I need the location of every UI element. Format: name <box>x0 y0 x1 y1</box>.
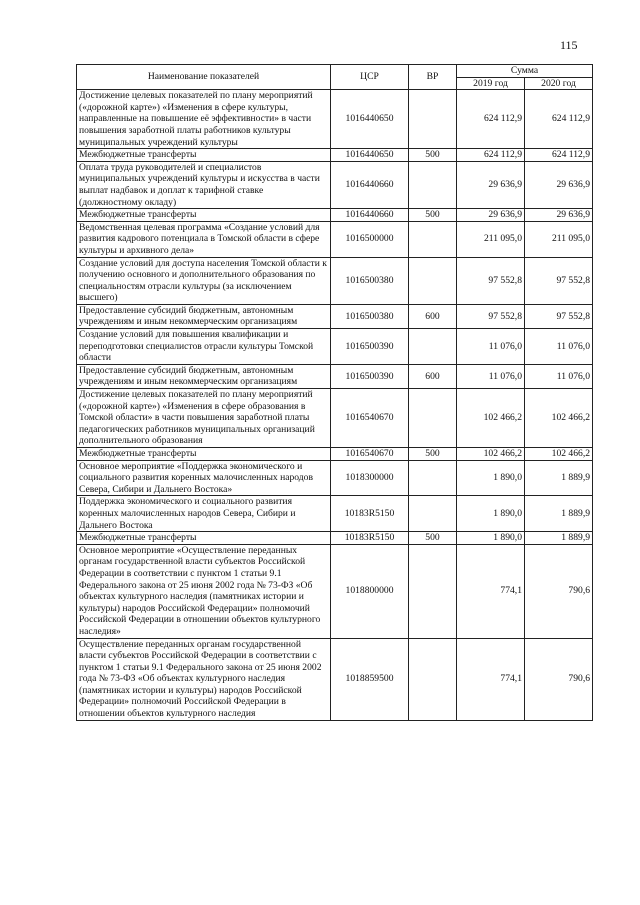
row-vr <box>409 460 457 496</box>
row-csr: 1016500380 <box>331 257 409 304</box>
row-2020: 29 636,9 <box>525 161 593 208</box>
row-name: Ведомственная целевая программа «Создание условий для развития кадрового потенциала в Томской области в сфере культуры и архивного дела» <box>77 221 331 257</box>
row-name: Предоставление субсидий бюджетным, автономным учреждениям и иным некоммерческим организациям <box>77 364 331 388</box>
table-row <box>77 209 593 222</box>
row-name: Предоставление субсидий бюджетным, автономным учреждениям и иным некоммерческим организациям <box>77 304 331 328</box>
budget-table <box>76 64 593 721</box>
row-csr: 1016500380 <box>331 304 409 328</box>
row-2019: 11 076,0 <box>457 329 525 365</box>
row-name: Основное мероприятие «Осуществление переданных органам государственной власти субъектов Российской Федерации в соответствии с пунктом 1 статьи 9.1 Федерального закона от 25 июня 2002 года № 73-ФЗ «Об объектах культурного наследия (памятниках истории и культуры) народов Российской Федерации» полномочий Российской Федерации в отношении объектов культурного наследия» <box>77 544 331 638</box>
row-csr: 10183R5150 <box>331 532 409 545</box>
row-2019: 774,1 <box>457 544 525 638</box>
row-vr: 500 <box>409 448 457 461</box>
row-name: Межбюджетные трансферты <box>77 149 331 162</box>
table-row <box>77 448 593 461</box>
row-vr <box>409 221 457 257</box>
row-name: Оплата труда руководителей и специалистов муниципальных учреждений культуры и искусства в части выплат надбавок и доплат к тарифной ставке (должностному окладу) <box>77 161 331 208</box>
row-vr <box>409 161 457 208</box>
header-name: Наименование показателей <box>77 65 331 90</box>
row-csr: 1016540670 <box>331 448 409 461</box>
table-row <box>77 389 593 448</box>
row-csr: 1016440660 <box>331 161 409 208</box>
row-csr: 1016500390 <box>331 364 409 388</box>
table-row <box>77 544 593 638</box>
row-csr: 1016500000 <box>331 221 409 257</box>
row-vr <box>409 544 457 638</box>
table-row <box>77 221 593 257</box>
row-name: Межбюджетные трансферты <box>77 209 331 222</box>
row-2019: 211 095,0 <box>457 221 525 257</box>
row-name: Поддержка экономического и социального развития коренных малочисленных народов Севера, Сибири и Дальнего Востока <box>77 496 331 532</box>
row-name: Создание условий для повышения квалификации и переподготовки специалистов отрасли культуры Томской области <box>77 329 331 365</box>
row-csr: 1018859500 <box>331 638 409 720</box>
row-2020: 624 112,9 <box>525 149 593 162</box>
row-2019: 102 466,2 <box>457 448 525 461</box>
row-2020: 29 636,9 <box>525 209 593 222</box>
row-2020: 102 466,2 <box>525 389 593 448</box>
header-2020: 2020 год <box>525 77 593 90</box>
header-csr: ЦСР <box>331 65 409 90</box>
row-csr: 1016440660 <box>331 209 409 222</box>
row-2019: 1 890,0 <box>457 496 525 532</box>
row-csr: 1018300000 <box>331 460 409 496</box>
row-csr: 1016440650 <box>331 90 409 149</box>
row-2019: 1 890,0 <box>457 532 525 545</box>
table-row <box>77 460 593 496</box>
row-2020: 790,6 <box>525 544 593 638</box>
table-row <box>77 257 593 304</box>
table-row <box>77 329 593 365</box>
row-2019: 11 076,0 <box>457 364 525 388</box>
row-vr <box>409 389 457 448</box>
row-2020: 97 552,8 <box>525 257 593 304</box>
row-name: Осуществление переданных органам государственной власти субъектов Российской Федерации в соответствии с пунктом 1 статьи 9.1 Федерального закона от 25 июня 2002 года № 73-ФЗ «Об объектах культурного наследия (памятниках истории и культуры) народов Российской Федерации» полномочий Российской Федерации в отношении объектов культурного наследия <box>77 638 331 720</box>
row-2019: 29 636,9 <box>457 161 525 208</box>
table-row <box>77 638 593 720</box>
row-name: Межбюджетные трансферты <box>77 532 331 545</box>
header-sum: Сумма <box>457 65 593 78</box>
table-body <box>77 90 593 720</box>
row-2020: 1 889,9 <box>525 496 593 532</box>
row-name: Межбюджетные трансферты <box>77 448 331 461</box>
table-row <box>77 496 593 532</box>
row-csr: 10183R5150 <box>331 496 409 532</box>
row-vr: 600 <box>409 304 457 328</box>
row-2020: 1 889,9 <box>525 532 593 545</box>
table-row <box>77 304 593 328</box>
header-row <box>77 65 593 78</box>
row-vr: 600 <box>409 364 457 388</box>
row-vr <box>409 329 457 365</box>
header-2019: 2019 год <box>457 77 525 90</box>
row-name: Достижение целевых показателей по плану мероприятий («дорожной карте») «Изменения в сфере образования в Томской области» в части повышения заработной платы педагогических работников муниципальных организаций дополнительного образования <box>77 389 331 448</box>
row-2019: 624 112,9 <box>457 149 525 162</box>
row-csr: 1016440650 <box>331 149 409 162</box>
row-csr: 1016540670 <box>331 389 409 448</box>
row-vr: 500 <box>409 149 457 162</box>
table-row <box>77 149 593 162</box>
row-2020: 790,6 <box>525 638 593 720</box>
row-2020: 211 095,0 <box>525 221 593 257</box>
row-2020: 11 076,0 <box>525 364 593 388</box>
row-2020: 1 889,9 <box>525 460 593 496</box>
row-2019: 624 112,9 <box>457 90 525 149</box>
row-vr <box>409 257 457 304</box>
header-vr: ВР <box>409 65 457 90</box>
table-row <box>77 90 593 149</box>
row-vr <box>409 90 457 149</box>
row-2020: 102 466,2 <box>525 448 593 461</box>
row-2019: 1 890,0 <box>457 460 525 496</box>
row-vr <box>409 496 457 532</box>
row-2019: 29 636,9 <box>457 209 525 222</box>
row-2020: 624 112,9 <box>525 90 593 149</box>
table-row <box>77 364 593 388</box>
row-vr: 500 <box>409 209 457 222</box>
row-name: Основное мероприятие «Поддержка экономического и социального развития коренных малочисленных народов Севера, Сибири и Дальнего Востока» <box>77 460 331 496</box>
row-vr <box>409 638 457 720</box>
row-2019: 102 466,2 <box>457 389 525 448</box>
row-2020: 97 552,8 <box>525 304 593 328</box>
row-vr: 500 <box>409 532 457 545</box>
row-2020: 11 076,0 <box>525 329 593 365</box>
row-2019: 97 552,8 <box>457 304 525 328</box>
page-number: 115 <box>560 38 578 52</box>
row-2019: 97 552,8 <box>457 257 525 304</box>
row-csr: 1016500390 <box>331 329 409 365</box>
table-row <box>77 532 593 545</box>
row-name: Создание условий для доступа населения Томской области к получению основного и дополнительного образования по специальностям отрасли культуры (за исключением высшего) <box>77 257 331 304</box>
row-csr: 1018800000 <box>331 544 409 638</box>
row-name: Достижение целевых показателей по плану мероприятий («дорожной карте») «Изменения в сфере культуры, направленные на повышение её эффективности» в части повышения заработной платы работников культуры муниципальных учреждений культуры <box>77 90 331 149</box>
table-row <box>77 161 593 208</box>
row-2019: 774,1 <box>457 638 525 720</box>
